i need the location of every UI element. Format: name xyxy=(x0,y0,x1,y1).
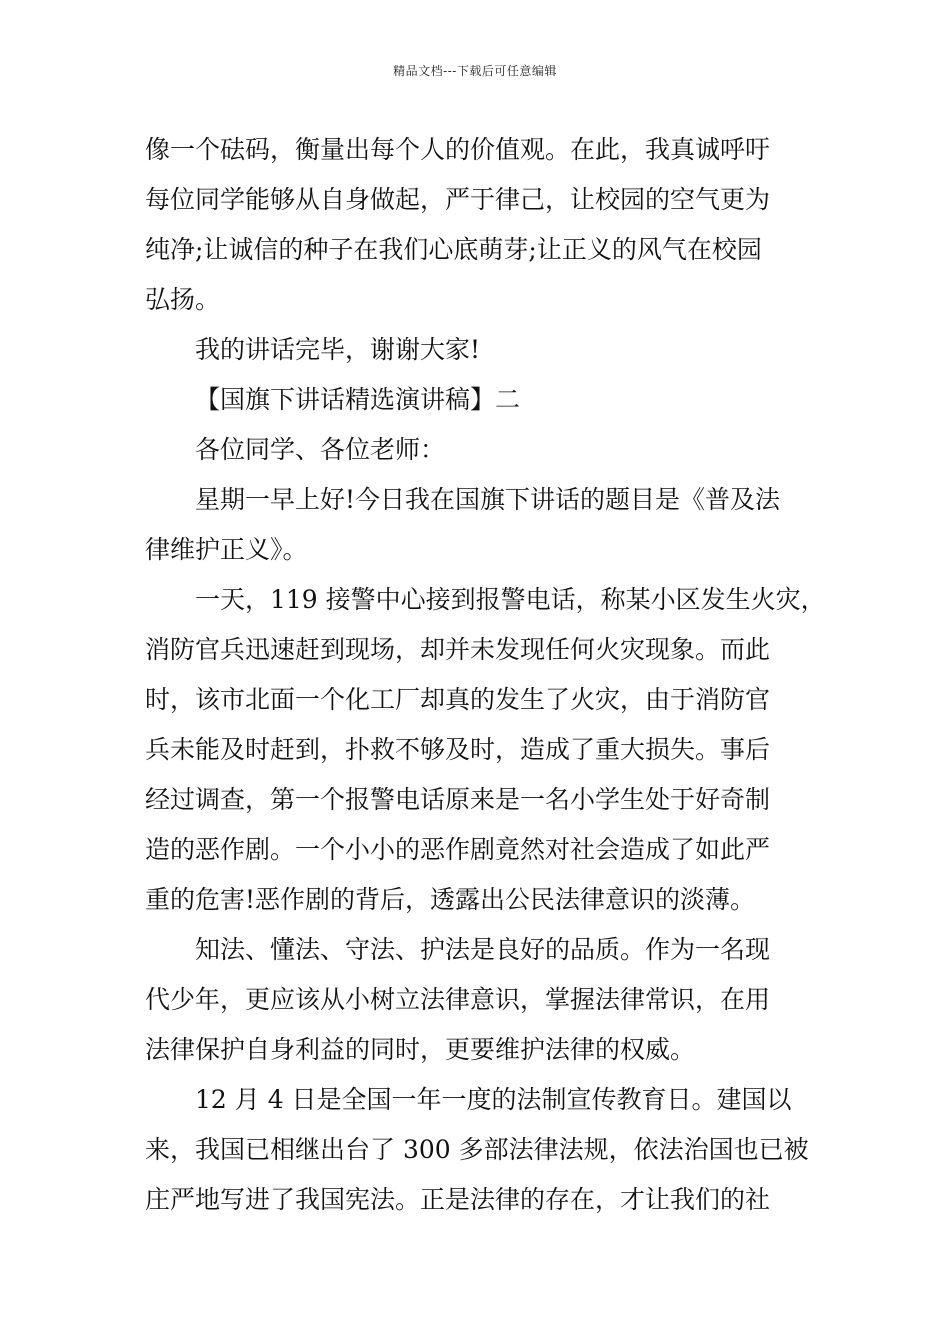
text-line: 造的恶作剧。一个小小的恶作剧竟然对社会造成了如此严 xyxy=(145,835,771,864)
text-line: 纯净;让诚信的种子在我们心底萌芽;让正义的风气在校园 xyxy=(145,235,762,264)
text-line: 法律保护自身利益的同时，更要维护法律的权威。 xyxy=(145,1035,696,1064)
text-line: 知法、懂法、守法、护法是良好的品质。作为一名现 xyxy=(195,935,771,964)
text-line: 我的讲话完毕，谢谢大家! xyxy=(195,335,481,364)
text-line: 12 月 4 日是全国一年一度的法制宣传教育日。建国以 xyxy=(195,1085,792,1114)
text-line: 弘扬。 xyxy=(145,285,221,314)
page-header: 精品文档---下载后可任意编辑 xyxy=(393,64,557,78)
text-line: 像一个砝码，衡量出每个人的价值观。在此，我真诚呼吁 xyxy=(145,135,771,164)
text-line: 兵未能及时赶到，扑救不够及时，造成了重大损失。事后 xyxy=(145,735,771,764)
text-line: 消防官兵迅速赶到现场，却并未发现任何火灾现象。而此 xyxy=(145,635,771,664)
text-line: 代少年，更应该从小树立法律意识，掌握法律常识，在用 xyxy=(145,985,771,1014)
text-line: 重的危害!恶作剧的背后，透露出公民法律意识的淡薄。 xyxy=(145,885,756,914)
salutation: 各位同学、各位老师： xyxy=(195,435,446,464)
text-line: 律维护正义》。 xyxy=(145,535,308,564)
text-line: 一天，119 接警中心接到报警电话，称某小区发生火灾， xyxy=(195,585,826,614)
document-body xyxy=(145,125,835,1225)
section-heading: 【国旗下讲话精选演讲稿】二 xyxy=(195,385,521,414)
text-line: 每位同学能够从自身做起，严于律己，让校园的空气更为 xyxy=(145,185,771,214)
text-line: 星期一早上好!今日我在国旗下讲话的题目是《普及法 xyxy=(195,485,781,514)
text-line: 时，该市北面一个化工厂却真的发生了火灾，由于消防官 xyxy=(145,685,771,714)
text-line: 庄严地写进了我国宪法。正是法律的存在，才让我们的社 xyxy=(145,1185,771,1214)
text-line: 来，我国已相继出台了 300 多部法律法规，依法治国也已被 xyxy=(145,1135,809,1164)
text-line: 经过调查，第一个报警电话原来是一名小学生处于好奇制 xyxy=(145,785,771,814)
